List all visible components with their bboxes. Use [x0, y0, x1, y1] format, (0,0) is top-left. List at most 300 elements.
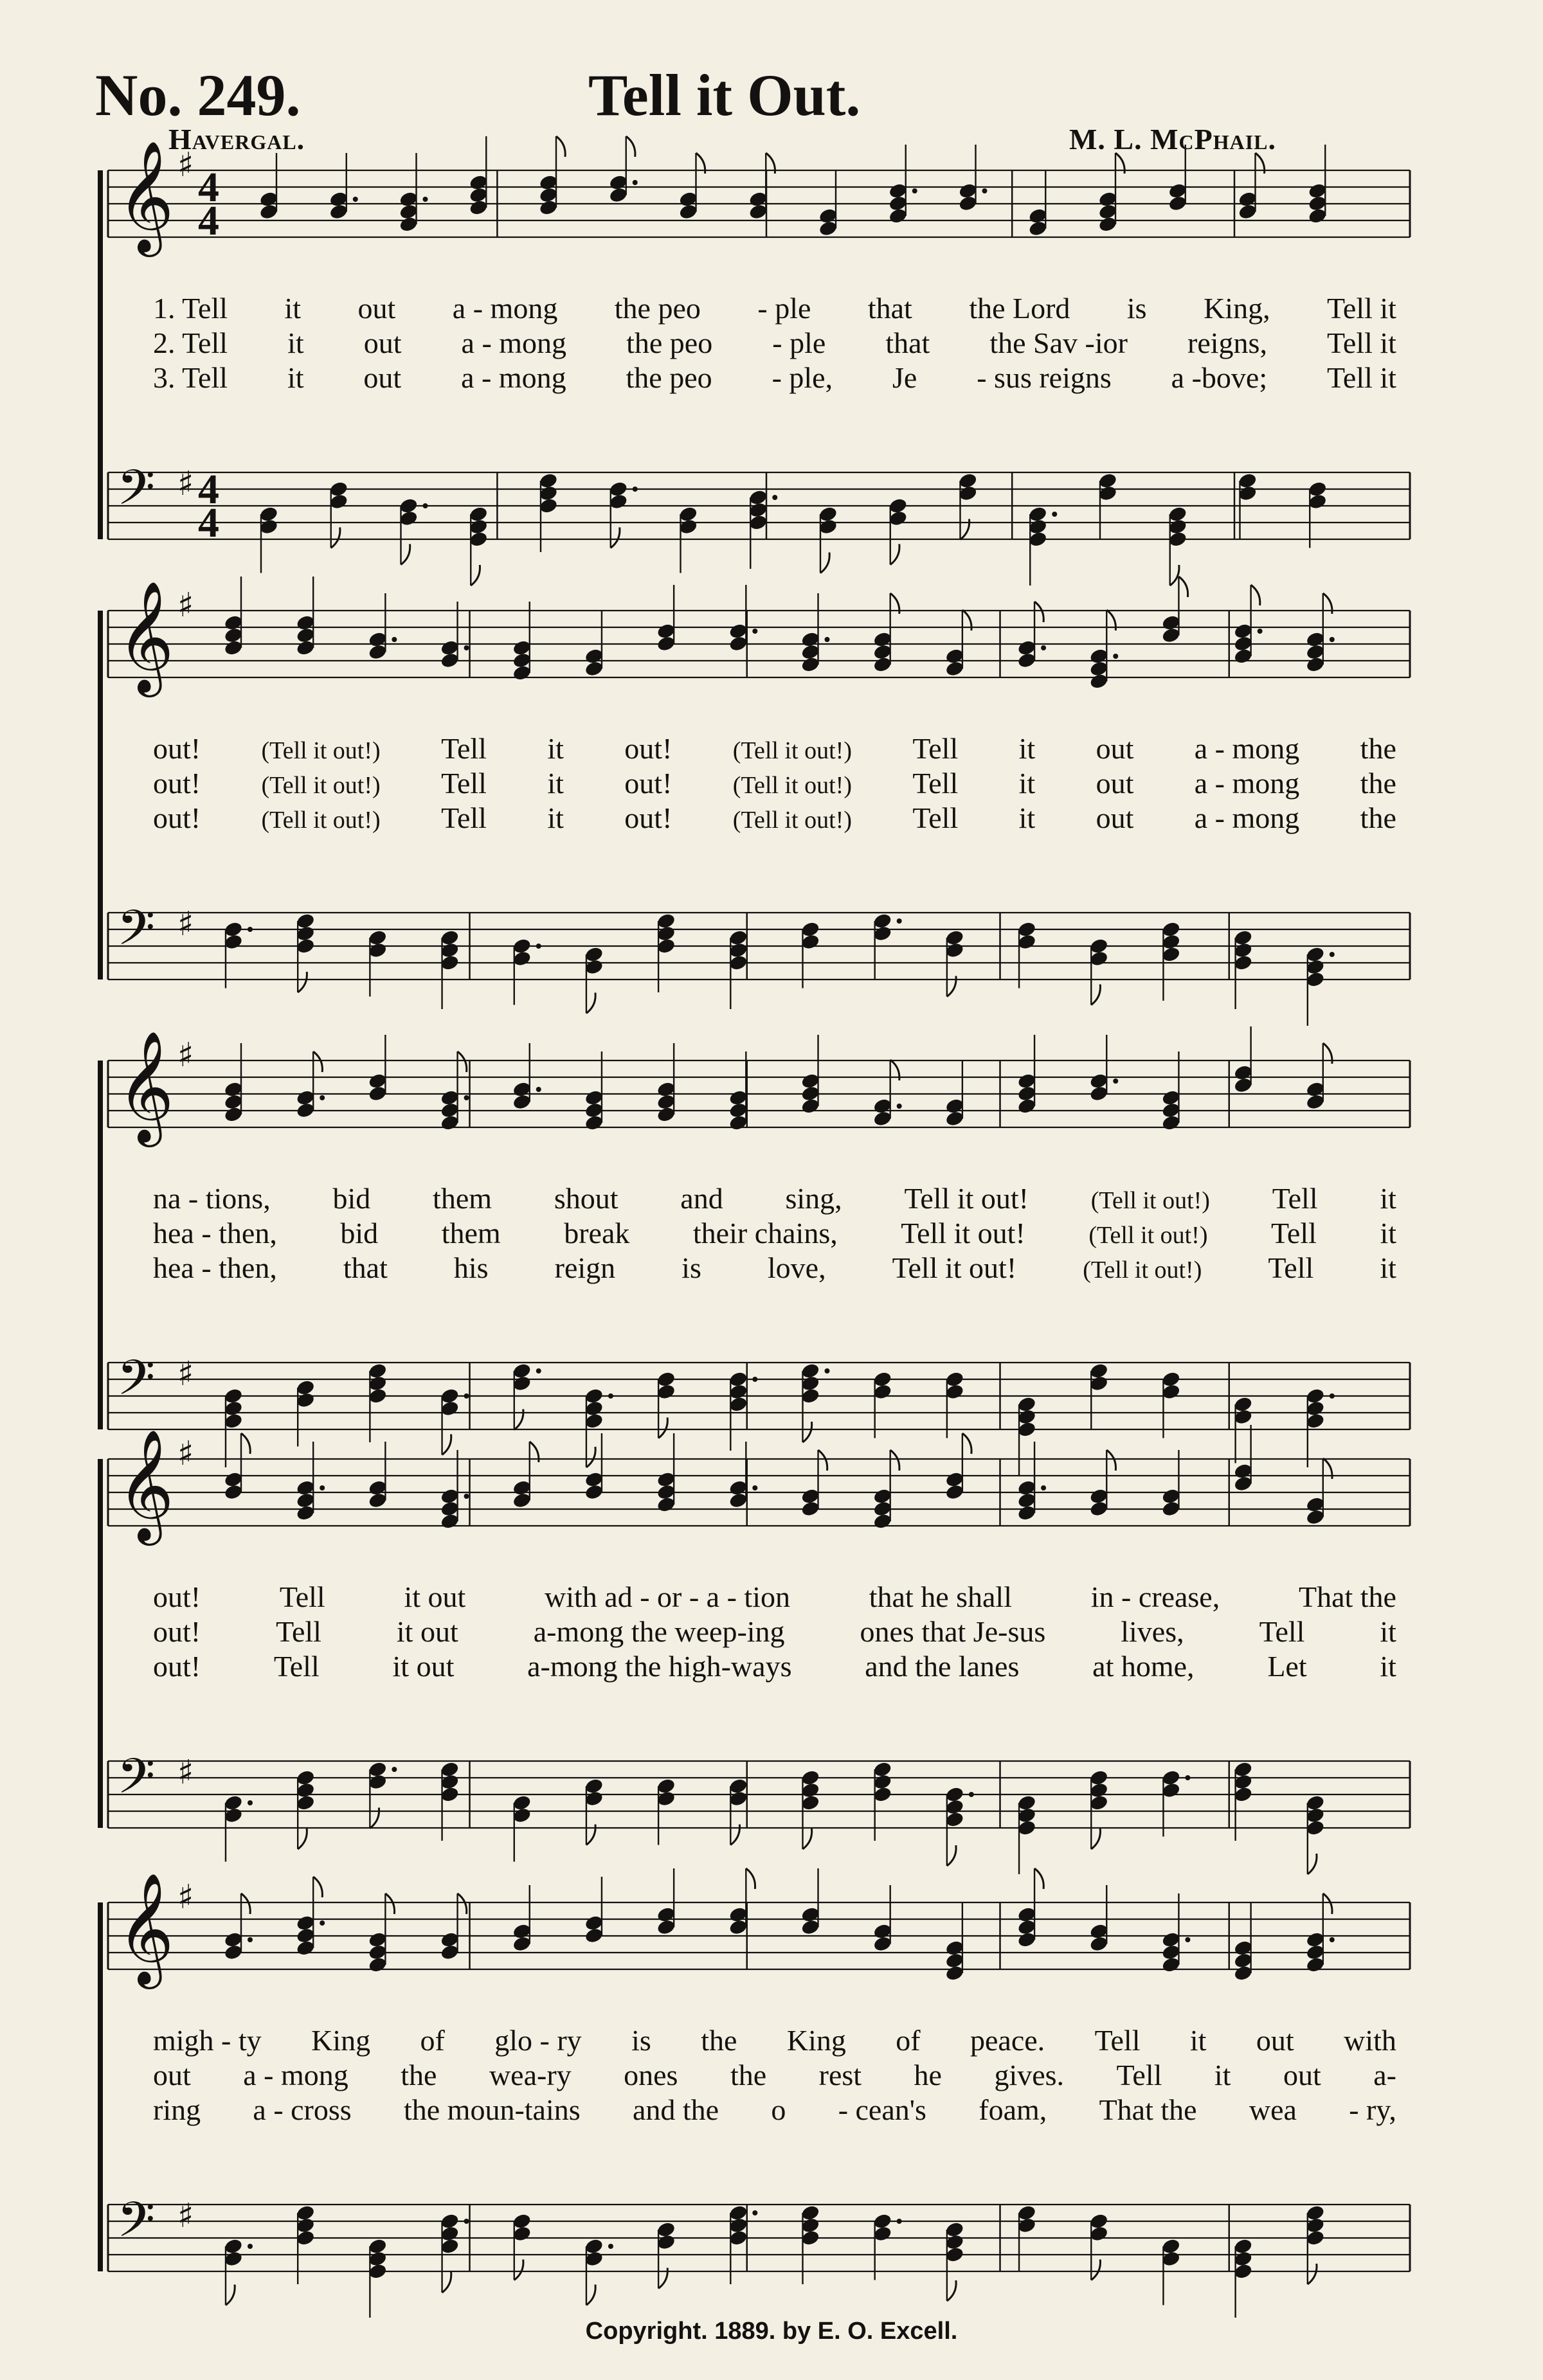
lyric-syllable: - ple — [757, 292, 811, 325]
note-flag — [611, 528, 620, 548]
lyric-syllable: out — [1096, 732, 1134, 765]
treble-staff-notation — [108, 580, 1410, 693]
lyric-line — [153, 1580, 1413, 1614]
lyric-syllable: na - tions, — [153, 1182, 271, 1215]
lyric-syllable: break — [564, 1217, 630, 1249]
note-flag — [586, 993, 595, 1014]
note-dot — [752, 1485, 757, 1490]
key-signature-sharp: ♯ — [177, 2197, 194, 2236]
lyric-syllable: the — [1360, 732, 1396, 765]
lyric-line — [153, 361, 1413, 395]
lyric-syllable: Je — [892, 361, 917, 394]
note-flag — [890, 544, 899, 565]
hymn-title: Tell it Out. — [588, 62, 861, 128]
note-dot — [1330, 1937, 1335, 1942]
system-brace — [98, 170, 103, 539]
lyric-syllable: Tell it out! — [892, 1251, 1017, 1284]
note-flag — [1034, 1868, 1043, 1889]
note-dot — [248, 1800, 253, 1805]
note-flag — [1251, 585, 1260, 605]
bass-staff — [108, 1748, 1410, 1828]
lyric-line — [153, 801, 1413, 835]
system-brace — [98, 611, 103, 980]
lyric-syllable: and — [680, 1182, 723, 1215]
note-dot — [969, 1792, 974, 1797]
note-flag — [1091, 985, 1100, 1005]
lyric-line — [153, 326, 1413, 360]
note-flag — [1308, 2264, 1317, 2284]
note-dot — [982, 188, 988, 193]
bass-clef: 𝄢 — [117, 1349, 156, 1418]
lyric-syllable: it — [287, 327, 304, 359]
bass-clef: 𝄢 — [117, 1748, 156, 1817]
lyric-syllable: - cean's — [838, 2093, 926, 2126]
lyric-syllable: it — [287, 361, 304, 394]
lyric-syllable: out! — [153, 801, 201, 834]
lyric-syllable: Tell — [1094, 2024, 1141, 2057]
lyric-line — [153, 291, 1413, 325]
note-dot — [1113, 1078, 1118, 1084]
key-signature-sharp: ♯ — [177, 905, 194, 944]
lyric-line — [153, 1251, 1413, 1285]
music-system — [95, 1030, 1410, 1446]
lyric-syllable: a - mong — [1194, 767, 1300, 800]
note-dot — [464, 645, 469, 650]
lyric-syllable: - sus reigns — [977, 361, 1112, 394]
note-flag — [947, 2280, 956, 2301]
note-flag — [818, 1450, 827, 1471]
note-flag — [1091, 2260, 1100, 2280]
lyric-syllable: it out — [404, 1580, 466, 1613]
key-signature-sharp: ♯ — [177, 1036, 194, 1075]
system-brace — [98, 1459, 103, 1828]
lyric-syllable: (Tell it out!) — [261, 772, 381, 799]
note-flag — [442, 1435, 451, 1455]
lyric-syllable: them — [441, 1217, 501, 1249]
lyric-syllable: (Tell it out!) — [732, 737, 852, 764]
lyric-syllable: the peo — [614, 292, 701, 325]
note-dot — [1330, 1393, 1335, 1399]
note-flag — [442, 2272, 451, 2293]
note-dot — [897, 918, 902, 924]
lyric-syllable: shout — [554, 1182, 618, 1215]
treble-staff — [108, 1429, 1410, 1541]
lyric-syllable: it — [547, 801, 564, 834]
lyric-syllable: a - mong — [243, 2059, 348, 2091]
lyric-syllable: hea - then, — [153, 1251, 277, 1284]
treble-clef: 𝄞 — [117, 1030, 174, 1143]
lyric-syllable: gives. — [994, 2059, 1065, 2091]
lyric-syllable: of — [420, 2024, 445, 2057]
note-flag — [820, 553, 829, 573]
lyric-syllable: That the — [1099, 2093, 1197, 2126]
lyric-syllable: ones that Je-sus — [860, 1615, 1046, 1648]
lyric-syllable: Tell — [912, 767, 959, 800]
note-dot — [392, 637, 397, 642]
lyric-syllable: a - cross — [253, 2093, 352, 2126]
lyric-syllable: Tell — [1271, 1217, 1317, 1249]
lyric-syllable: reigns, — [1187, 327, 1267, 359]
lyric-syllable: the — [401, 2059, 437, 2091]
note-flag — [890, 1450, 899, 1471]
lyric-syllable: 3. Tell — [153, 361, 228, 394]
lyric-syllable: reign — [554, 1251, 616, 1284]
lyric-syllable: that he shall — [869, 1580, 1012, 1613]
treble-staff-notation — [108, 1030, 1410, 1143]
system-brace — [98, 1902, 103, 2271]
lyric-syllable: Tell — [912, 801, 959, 834]
bass-staff-notation — [108, 899, 1410, 980]
lyric-syllable: (Tell it out!) — [1083, 1257, 1202, 1284]
time-signature: 4 — [198, 197, 219, 245]
note-flag — [458, 1893, 467, 1914]
lyric-syllable: their chains, — [692, 1217, 838, 1249]
note-dot — [423, 197, 428, 202]
lyric-syllable: out — [363, 327, 402, 359]
lyric-syllable: ones — [624, 2059, 678, 2091]
lyric-syllable: peace. — [970, 2024, 1045, 2057]
note-dot — [897, 2219, 902, 2224]
note-flag — [313, 1051, 322, 1072]
bass-clef: 𝄢 — [117, 2191, 156, 2260]
lyric-syllable: out! — [153, 1580, 201, 1613]
lyric-syllable: a - mong — [1194, 801, 1300, 834]
note-flag — [1034, 602, 1043, 622]
note-dot — [464, 1494, 469, 1499]
lyric-syllable: Tell — [276, 1615, 321, 1648]
lyric-syllable: sing, — [785, 1182, 842, 1215]
note-dot — [248, 927, 253, 932]
key-signature-sharp: ♯ — [177, 1435, 194, 1474]
lyric-syllable: (Tell it out!) — [1090, 1187, 1210, 1214]
lyric-syllable: Tell — [1259, 1615, 1305, 1648]
note-flag — [331, 528, 340, 548]
note-dot — [353, 197, 358, 202]
lyric-syllable: a-mong the weep-ing — [533, 1615, 785, 1648]
treble-staff — [108, 1872, 1410, 1985]
note-flag — [401, 544, 410, 565]
lyric-syllable: migh - ty — [153, 2024, 262, 2057]
lyric-syllable: rest — [818, 2059, 862, 2091]
hymn-author: Havergal. — [168, 123, 305, 156]
treble-clef: 𝄞 — [117, 580, 174, 693]
note-dot — [897, 1104, 902, 1109]
lyric-syllable: he — [914, 2059, 942, 2091]
lyric-syllable: the — [1360, 767, 1396, 800]
note-flag — [947, 1845, 956, 1866]
lyric-syllable: that — [867, 292, 912, 325]
lyric-line — [153, 766, 1413, 800]
treble-clef: 𝄞 — [117, 1429, 174, 1541]
bass-staff — [108, 2191, 1410, 2271]
note-dot — [1258, 629, 1263, 634]
note-flag — [1178, 577, 1187, 597]
lyric-syllable: a-mong the high-ways — [527, 1650, 792, 1683]
note-dot — [1113, 654, 1118, 659]
lyric-line — [153, 2058, 1413, 2092]
music-system — [95, 580, 1410, 996]
note-dot — [464, 1393, 469, 1399]
lyric-line — [153, 1216, 1413, 1250]
key-signature-sharp: ♯ — [177, 1355, 194, 1394]
lyric-syllable: a- — [1373, 2059, 1396, 2091]
lyric-syllable: glo - ry — [494, 2024, 582, 2057]
treble-staff — [108, 580, 1410, 693]
lyric-syllable: out — [363, 361, 402, 394]
note-dot — [752, 2210, 757, 2215]
note-dot — [1185, 1937, 1190, 1942]
note-flag — [1323, 1893, 1332, 1914]
note-flag — [226, 2285, 235, 2305]
note-flag — [471, 565, 480, 586]
system-brace — [98, 1060, 103, 1429]
lyric-syllable: out! — [624, 732, 672, 765]
lyric-syllable: Tell it — [1327, 327, 1396, 359]
note-dot — [248, 2244, 253, 2249]
lyric-syllable: hea - then, — [153, 1217, 277, 1249]
note-flag — [626, 136, 635, 157]
lyric-syllable: out! — [153, 1615, 201, 1648]
lyric-syllable: them — [433, 1182, 492, 1215]
bass-staff — [108, 459, 1410, 547]
lyric-syllable: with ad - or - a - tion — [545, 1580, 790, 1613]
lyric-syllable: out — [1283, 2059, 1321, 2091]
copyright-notice: Copyright. 1889. by E. O. Excell. — [585, 2318, 958, 2345]
note-dot — [825, 637, 830, 642]
lyric-syllable: out — [357, 292, 396, 325]
treble-staff-notation — [108, 1429, 1410, 1541]
note-dot — [633, 180, 638, 185]
lyric-syllable: bid — [340, 1217, 379, 1249]
note-dot — [464, 2219, 469, 2224]
lyric-syllable: out! — [153, 732, 201, 765]
music-system — [95, 1429, 1410, 1845]
bass-staff-notation — [108, 2191, 1410, 2271]
lyric-syllable: Tell — [1116, 2059, 1162, 2091]
note-flag — [385, 1893, 394, 1914]
note-dot — [392, 1767, 397, 1772]
note-flag — [658, 1418, 667, 1438]
lyric-syllable: the — [1360, 801, 1396, 834]
music-system — [95, 140, 1410, 556]
lyric-syllable: a - mong — [461, 361, 566, 394]
key-signature-sharp: ♯ — [177, 586, 194, 625]
time-signature: 4 — [198, 164, 219, 211]
bass-staff-notation — [108, 459, 1410, 547]
note-dot — [633, 487, 638, 492]
lyric-syllable: the Sav -ior — [989, 327, 1128, 359]
lyric-syllable: the moun-tains — [403, 2093, 581, 2126]
note-flag — [803, 1829, 812, 1849]
lyric-syllable: it — [547, 732, 564, 765]
treble-staff — [108, 140, 1410, 253]
lyric-syllable: love, — [767, 1251, 826, 1284]
lyric-syllable: that — [343, 1251, 388, 1284]
key-signature-sharp: ♯ — [177, 1878, 194, 1917]
lyric-syllable: it — [1018, 767, 1036, 800]
lyric-syllable: out! — [624, 767, 672, 800]
lyric-syllable: 2. Tell — [153, 327, 228, 359]
lyric-line — [153, 1649, 1413, 1683]
lyric-syllable: it — [547, 767, 564, 800]
lyric-syllable: lives, — [1121, 1615, 1184, 1648]
note-dot — [320, 1485, 325, 1490]
note-flag — [746, 1868, 755, 1889]
bass-clef: 𝄢 — [117, 899, 156, 969]
lyric-syllable: with — [1344, 2024, 1396, 2057]
note-dot — [1330, 637, 1335, 642]
note-flag — [313, 1877, 322, 1897]
note-dot — [248, 1937, 253, 1942]
note-dot — [772, 495, 777, 500]
lyric-syllable: it — [1380, 1217, 1396, 1249]
note-dot — [423, 503, 428, 508]
lyric-syllable: a - mong — [1194, 732, 1300, 765]
lyric-syllable: out! — [153, 767, 201, 800]
note-flag — [1308, 1854, 1317, 1874]
lyric-syllable: King — [311, 2024, 371, 2057]
lyric-syllable: King — [786, 2024, 846, 2057]
treble-clef: 𝄞 — [117, 140, 174, 253]
lyric-syllable: the Lord — [969, 292, 1070, 325]
key-signature-sharp: ♯ — [177, 465, 194, 504]
lyric-syllable: Tell it out! — [904, 1182, 1029, 1215]
lyric-syllable: the peo — [626, 327, 713, 359]
bass-staff-notation — [108, 1349, 1410, 1429]
lyric-syllable: Tell it — [1327, 361, 1396, 394]
lyric-syllable: Tell — [441, 801, 487, 834]
treble-staff-notation — [108, 140, 1410, 253]
lyric-syllable: it — [1189, 2024, 1207, 2057]
lyric-syllable: it — [1380, 1182, 1396, 1215]
lyric-syllable: Tell — [1268, 1251, 1314, 1284]
lyric-syllable: it — [1018, 732, 1036, 765]
lyric-syllable: Tell — [273, 1650, 320, 1683]
lyric-syllable: out! — [624, 801, 672, 834]
lyric-syllable: o — [771, 2093, 786, 2126]
key-signature-sharp: ♯ — [177, 146, 194, 185]
lyric-syllable: (Tell it out!) — [261, 737, 381, 764]
note-flag — [586, 2285, 595, 2305]
lyric-syllable: a -bove; — [1171, 361, 1268, 394]
treble-staff — [108, 1030, 1410, 1143]
lyric-syllable: - ry, — [1349, 2093, 1396, 2126]
note-dot — [608, 1393, 613, 1399]
note-flag — [1170, 565, 1179, 586]
lyric-syllable: Let — [1267, 1650, 1307, 1683]
time-signature: 4 — [198, 499, 219, 547]
lyric-syllable: That the — [1298, 1580, 1396, 1613]
bass-staff — [108, 1349, 1410, 1429]
note-dot — [1041, 645, 1046, 650]
note-flag — [458, 1051, 467, 1072]
lyric-syllable: 1. Tell — [153, 292, 228, 325]
lyric-syllable: Tell it — [1327, 292, 1396, 325]
lyric-syllable: his — [453, 1251, 489, 1284]
time-signature: 4 — [198, 466, 219, 514]
lyric-syllable: Tell — [441, 767, 487, 800]
lyric-syllable: it — [284, 292, 302, 325]
lyric-syllable: Tell — [279, 1580, 325, 1613]
lyric-syllable: out — [1256, 2024, 1294, 2057]
lyric-syllable: it out — [392, 1650, 455, 1683]
lyric-line — [153, 731, 1413, 765]
lyric-syllable: King, — [1204, 292, 1270, 325]
lyric-syllable: it out — [396, 1615, 458, 1648]
lyric-syllable: of — [896, 2024, 921, 2057]
lyric-syllable: the peo — [626, 361, 712, 394]
note-dot — [320, 1920, 325, 1926]
lyric-syllable: in - crease, — [1090, 1580, 1220, 1613]
note-flag — [298, 972, 307, 992]
lyric-syllable: wea-ry — [489, 2059, 572, 2091]
lyric-syllable: and the lanes — [865, 1650, 1020, 1683]
lyric-syllable: that — [885, 327, 930, 359]
hymn-composer: M. L. McPhail. — [1069, 123, 1277, 156]
lyric-syllable: at home, — [1092, 1650, 1195, 1683]
note-flag — [1091, 1829, 1100, 1849]
lyric-syllable: out — [1096, 767, 1134, 800]
lyric-syllable: foam, — [979, 2093, 1047, 2126]
lyric-line — [153, 1181, 1413, 1215]
note-dot — [536, 944, 541, 949]
treble-clef: 𝄞 — [117, 1872, 174, 1985]
note-dot — [752, 1377, 757, 1382]
lyric-syllable: it — [1380, 1650, 1396, 1683]
lyric-syllable: a - mong — [452, 292, 558, 325]
bass-clef: 𝄢 — [117, 459, 156, 528]
lyric-syllable: bid — [332, 1182, 371, 1215]
note-flag — [298, 1829, 307, 1849]
lyric-syllable: Tell — [912, 732, 959, 765]
lyric-syllable: - ple — [772, 327, 826, 359]
lyric-syllable: - ple, — [772, 361, 833, 394]
treble-staff-notation — [108, 1872, 1410, 1985]
lyric-syllable: is — [631, 2024, 651, 2057]
note-flag — [556, 136, 565, 157]
lyric-syllable: wea — [1249, 2093, 1297, 2126]
note-dot — [752, 629, 757, 634]
lyric-syllable: it — [1018, 801, 1036, 834]
lyric-line — [153, 1615, 1413, 1649]
note-dot — [320, 1095, 325, 1100]
lyric-syllable: it — [1214, 2059, 1231, 2091]
lyric-syllable: (Tell it out!) — [261, 807, 381, 834]
note-dot — [1041, 1485, 1046, 1490]
lyric-syllable: and the — [632, 2093, 719, 2126]
lyric-syllable: it — [1380, 1251, 1396, 1284]
bass-staff-notation — [108, 1748, 1410, 1828]
lyric-syllable: is — [1126, 292, 1147, 325]
note-flag — [514, 2260, 523, 2280]
lyric-syllable: out — [153, 2059, 191, 2091]
lyric-syllable: the — [730, 2059, 767, 2091]
lyric-line — [153, 2023, 1413, 2057]
key-signature-sharp: ♯ — [177, 1753, 194, 1793]
note-dot — [825, 1368, 830, 1373]
note-dot — [1185, 1775, 1190, 1780]
lyric-syllable: out! — [153, 1650, 201, 1683]
note-flag — [803, 1422, 812, 1442]
lyric-syllable: (Tell it out!) — [732, 772, 852, 799]
lyric-syllable: a - mong — [461, 327, 567, 359]
note-dot — [1052, 512, 1057, 517]
note-dot — [536, 1368, 541, 1373]
note-flag — [241, 1893, 250, 1914]
music-system — [95, 1872, 1410, 2288]
note-dot — [464, 1095, 469, 1100]
lyric-syllable: the — [701, 2024, 737, 2057]
